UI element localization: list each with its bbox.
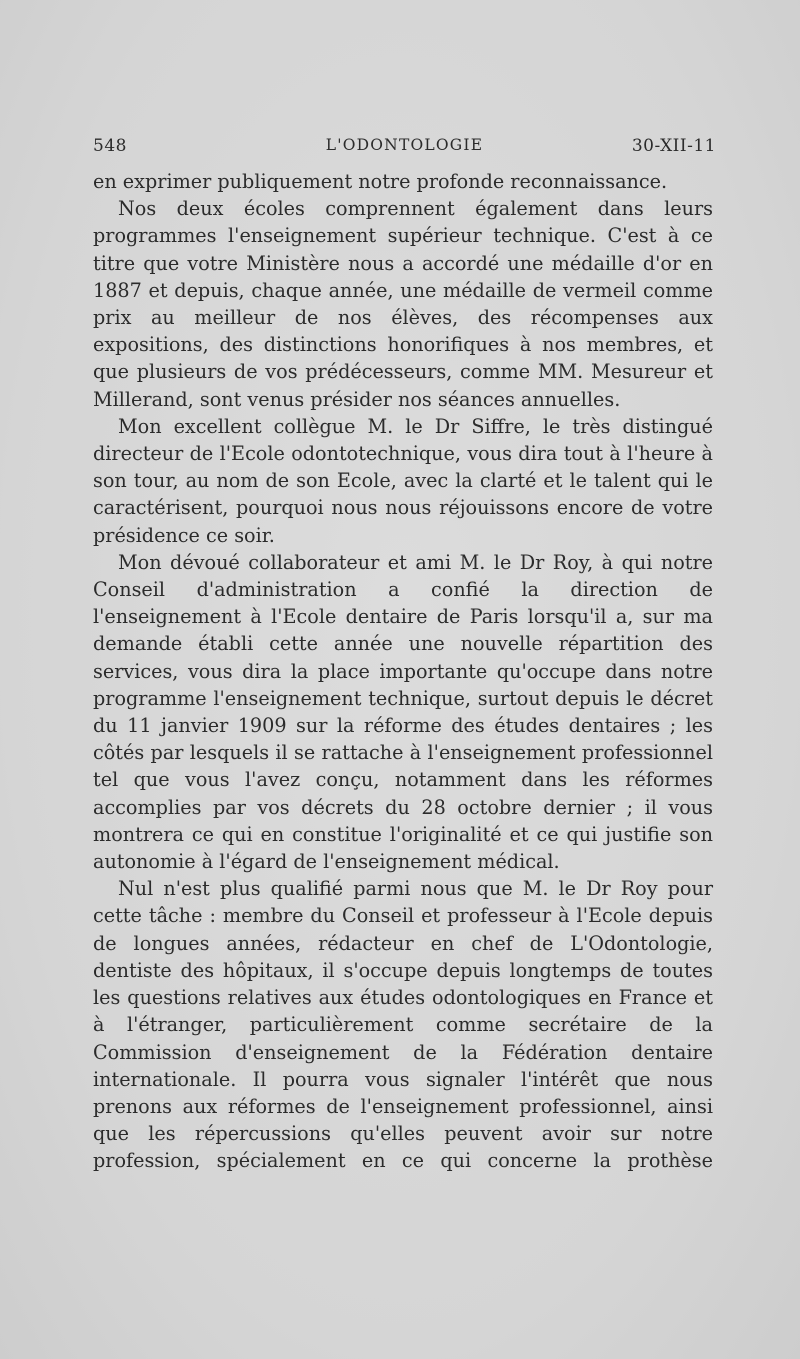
- page-header: [93, 136, 716, 160]
- body-text: [93, 168, 713, 1175]
- paragraph-siffre: Mon excellent collègue M. le Dr Siffre, le très distingué directeur de l'Ecole odontotechnique, vous dira tout à l'heure à son tour, au nom de son Ecole, avec la clarté et le talent qui le caractérisent, pourquoi nous nous réjouissons encore de votre présidence ce soir.: [93, 414, 713, 547]
- running-title: L'ODONTOLOGIE: [325, 136, 484, 154]
- page-number: 548: [93, 136, 127, 156]
- paragraph-roy: Mon dévoué collaborateur et ami M. le Dr Roy, à qui notre Conseil d'administration a confié la direction de l'enseignement à l'Ecole dentaire de Paris lorsqu'il a, sur ma demande établi cette année une nouvelle répartition des services, vous dira la place importante qu'occupe dans notre programme l'enseignement technique, surtout depuis le décret du 11 janvier 1909 sur la réforme des études dentaires ; les côtés par lesquels il se rattache à l'enseignement professionnel tel que vous l'avez conçu, notamment dans les réformes accomplies par vos décrets du 28 octobre dernier ; il vous montrera ce qui en constitue l'originalité et ce qui justifie son autonomie à l'égard de l'enseignement médical.: [93, 550, 713, 874]
- paragraph-qualification: Nul n'est plus qualifié parmi nous que M. le Dr Roy pour cette tâche : membre du Conseil et professeur à l'Ecole depuis de longues années, rédacteur en chef de L'Odontologie, dentiste des hôpitaux, il s'occupe depuis longtemps de toutes les questions relatives aux études odontologiques en France et à l'étranger, particulièrement comme secrétaire de la Commission d'enseignement de la Fédération dentaire internationale. Il pourra vous signaler l'intérêt que nous prenons aux réformes de l'enseignement professionnel, ainsi que les répercussions qu'elles peuvent avoir sur notre profession, spécialement en ce qui concerne la prothèse: [93, 877, 713, 1173]
- issue-date: 30-XII-11: [631, 136, 716, 156]
- paragraph-ecoles: Nos deux écoles comprennent également dans leurs programmes l'enseignement supérieur technique. C'est à ce titre que votre Ministère nous a accordé une médaille d'or en 1887 et depuis, chaque année, une médaille de vermeil comme prix au meilleur de nos élèves, des récompenses aux expositions, des distinctions honorifiques à nos membres, et que plusieurs de vos prédécesseurs, comme MM. Mesureur et Millerand, sont venus présider nos séances annuelles.: [93, 197, 713, 411]
- paragraph-continuation: en exprimer publiquement notre profonde reconnaissance.: [93, 170, 668, 193]
